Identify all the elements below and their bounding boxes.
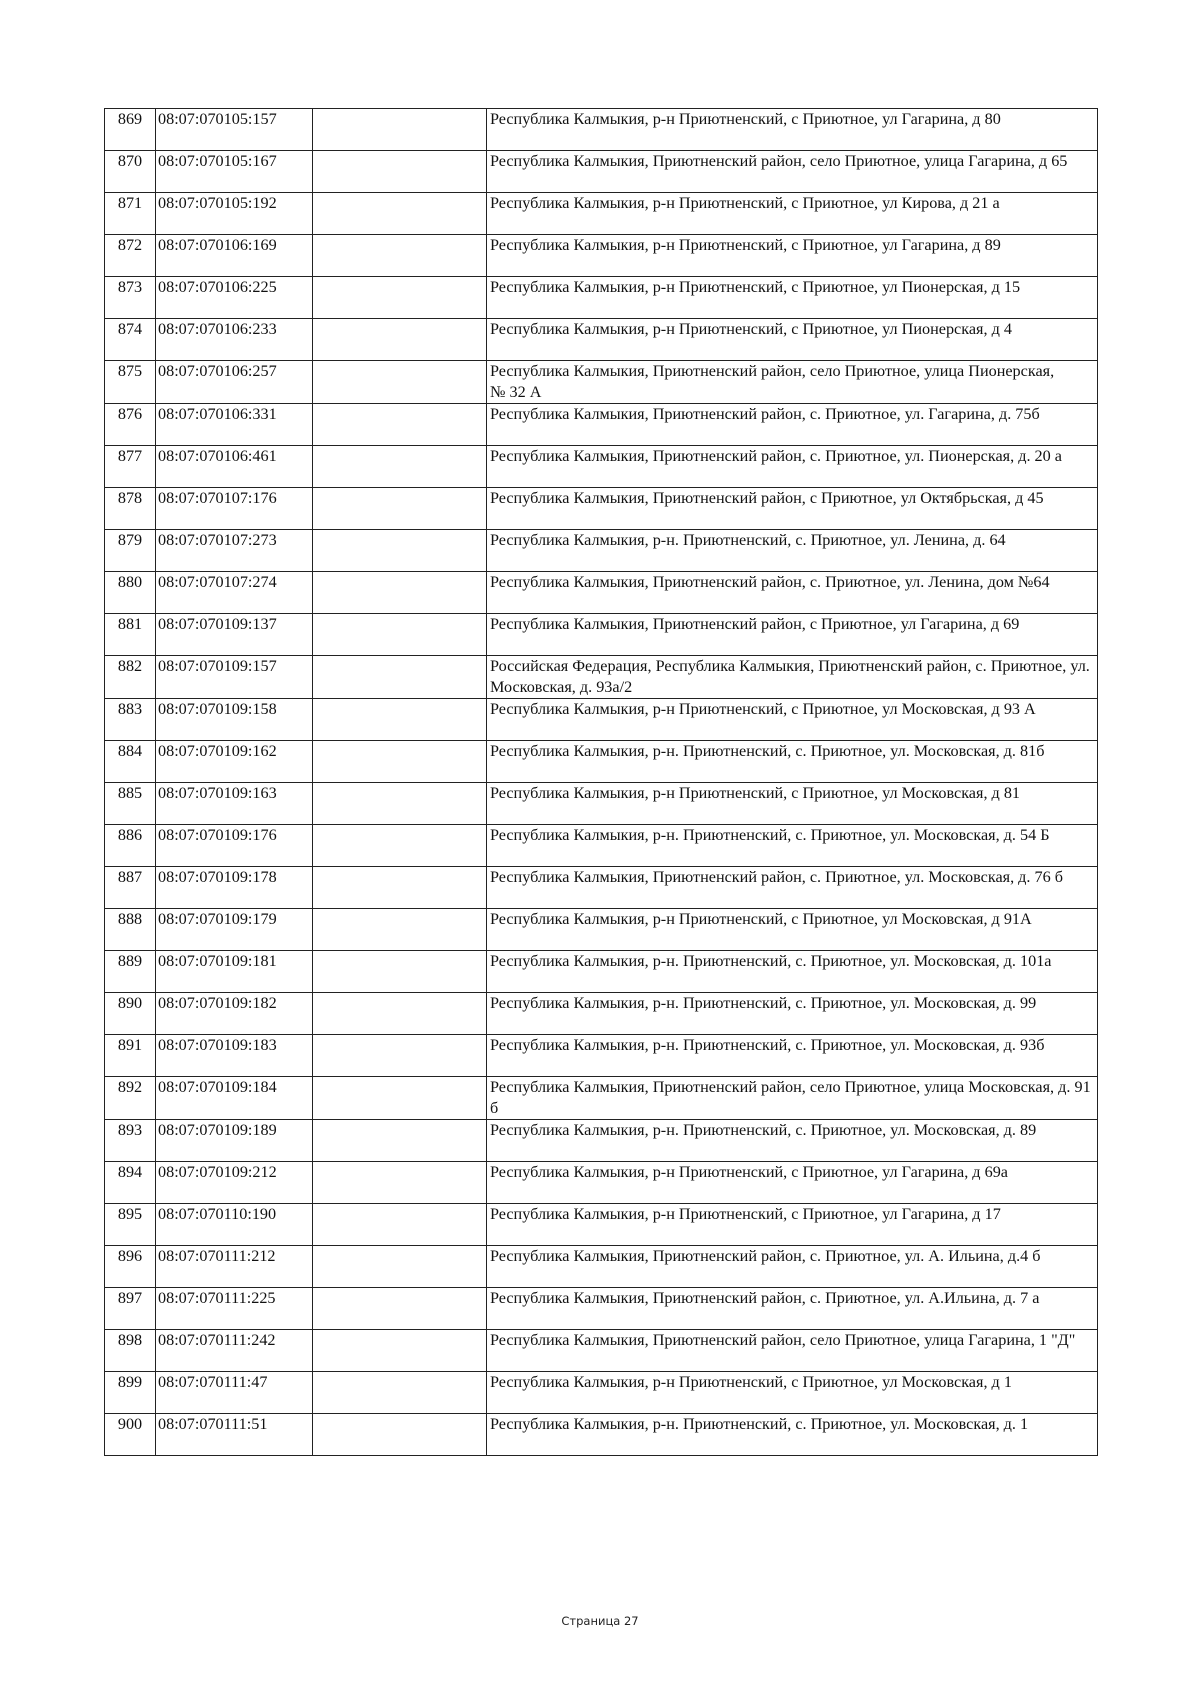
table-row <box>105 614 1098 656</box>
cadastral-number-cell: 08:07:070109:182 <box>156 993 313 1035</box>
address-cell: Республика Калмыкия, р-н. Приютненский, с. Приютное, ул. Московская, д. 54 Б <box>487 825 1098 867</box>
row-number-cell: 898 <box>105 1330 156 1372</box>
cadastral-number-cell: 08:07:070105:157 <box>156 109 313 151</box>
address-cell: Республика Калмыкия, Приютненский район, с. Приютное, ул. А. Ильина, д.4 б <box>487 1246 1098 1288</box>
empty-cell <box>313 488 487 530</box>
empty-cell <box>313 825 487 867</box>
address-cell: Республика Калмыкия, Приютненский район, с. Приютное, ул. Ленина, дом №64 <box>487 572 1098 614</box>
table-row <box>105 277 1098 319</box>
row-number-cell: 872 <box>105 235 156 277</box>
registry-table-body <box>105 109 1098 1456</box>
address-cell: Республика Калмыкия, р-н Приютненский, с Приютное, ул Кирова, д 21 а <box>487 193 1098 235</box>
address-cell: Республика Калмыкия, Приютненский район, с. Приютное, ул. Московская, д. 76 б <box>487 867 1098 909</box>
empty-cell <box>313 1204 487 1246</box>
row-number-cell: 896 <box>105 1246 156 1288</box>
row-number-cell: 900 <box>105 1414 156 1456</box>
table-row <box>105 1120 1098 1162</box>
row-number-cell: 885 <box>105 783 156 825</box>
cadastral-number-cell: 08:07:070106:225 <box>156 277 313 319</box>
address-cell: Республика Калмыкия, р-н Приютненский, с Приютное, ул Пионерская, д 4 <box>487 319 1098 361</box>
table-row <box>105 1204 1098 1246</box>
cadastral-number-cell: 08:07:070110:190 <box>156 1204 313 1246</box>
cadastral-number-cell: 08:07:070109:162 <box>156 741 313 783</box>
table-row <box>105 993 1098 1035</box>
table-row <box>105 446 1098 488</box>
address-cell: Республика Калмыкия, р-н Приютненский, с Приютное, ул Московская, д 1 <box>487 1372 1098 1414</box>
address-cell: Республика Калмыкия, р-н Приютненский, с Приютное, ул Гагарина, д 69а <box>487 1162 1098 1204</box>
row-number-cell: 878 <box>105 488 156 530</box>
empty-cell <box>313 993 487 1035</box>
cadastral-number-cell: 08:07:070109:183 <box>156 1035 313 1077</box>
cadastral-number-cell: 08:07:070109:181 <box>156 951 313 993</box>
table-row <box>105 1414 1098 1456</box>
empty-cell <box>313 614 487 656</box>
table-row <box>105 699 1098 741</box>
row-number-cell: 875 <box>105 361 156 404</box>
cadastral-number-cell: 08:07:070109:179 <box>156 909 313 951</box>
address-cell: Республика Калмыкия, р-н. Приютненский, с. Приютное, ул. Ленина, д. 64 <box>487 530 1098 572</box>
row-number-cell: 871 <box>105 193 156 235</box>
empty-cell <box>313 572 487 614</box>
page-number: Страница 27 <box>561 1614 639 1628</box>
cadastral-number-cell: 08:07:070109:189 <box>156 1120 313 1162</box>
address-cell: Республика Калмыкия, Приютненский район, село Приютное, улица Гагарина, д 65 <box>487 151 1098 193</box>
cadastral-number-cell: 08:07:070105:192 <box>156 193 313 235</box>
address-cell: Республика Калмыкия, р-н. Приютненский, с. Приютное, ул. Московская, д. 1 <box>487 1414 1098 1456</box>
address-cell: Республика Калмыкия, р-н Приютненский, с Приютное, ул Гагарина, д 89 <box>487 235 1098 277</box>
empty-cell <box>313 530 487 572</box>
row-number-cell: 873 <box>105 277 156 319</box>
cadastral-number-cell: 08:07:070111:242 <box>156 1330 313 1372</box>
cadastral-number-cell: 08:07:070109:157 <box>156 656 313 699</box>
table-row <box>105 1077 1098 1120</box>
row-number-cell: 887 <box>105 867 156 909</box>
table-row <box>105 1372 1098 1414</box>
empty-cell <box>313 1372 487 1414</box>
address-cell: Республика Калмыкия, р-н. Приютненский, с. Приютное, ул. Московская, д. 101а <box>487 951 1098 993</box>
address-cell: Республика Калмыкия, Приютненский район, село Приютное, улица Гагарина, 1 "Д" <box>487 1330 1098 1372</box>
empty-cell <box>313 1288 487 1330</box>
address-cell: Республика Калмыкия, Приютненский район, с Приютное, ул Гагарина, д 69 <box>487 614 1098 656</box>
cadastral-number-cell: 08:07:070106:461 <box>156 446 313 488</box>
empty-cell <box>313 1330 487 1372</box>
cadastral-number-cell: 08:07:070107:274 <box>156 572 313 614</box>
address-cell: Республика Калмыкия, р-н. Приютненский, с. Приютное, ул. Московская, д. 99 <box>487 993 1098 1035</box>
empty-cell <box>313 446 487 488</box>
table-row <box>105 530 1098 572</box>
cadastral-number-cell: 08:07:070111:47 <box>156 1372 313 1414</box>
empty-cell <box>313 361 487 404</box>
address-cell: Республика Калмыкия, р-н Приютненский, с Приютное, ул Гагарина, д 17 <box>487 1204 1098 1246</box>
cadastral-number-cell: 08:07:070109:137 <box>156 614 313 656</box>
row-number-cell: 883 <box>105 699 156 741</box>
table-row <box>105 867 1098 909</box>
cadastral-number-cell: 08:07:070106:257 <box>156 361 313 404</box>
row-number-cell: 879 <box>105 530 156 572</box>
empty-cell <box>313 319 487 361</box>
address-cell: Республика Калмыкия, р-н Приютненский, с Приютное, ул Московская, д 91А <box>487 909 1098 951</box>
empty-cell <box>313 277 487 319</box>
row-number-cell: 893 <box>105 1120 156 1162</box>
cadastral-number-cell: 08:07:070111:225 <box>156 1288 313 1330</box>
empty-cell <box>313 235 487 277</box>
address-cell: Республика Калмыкия, Приютненский район, село Приютное, улица Московская, д. 91 б <box>487 1077 1098 1120</box>
address-cell: Республика Калмыкия, р-н. Приютненский, с. Приютное, ул. Московская, д. 81б <box>487 741 1098 783</box>
row-number-cell: 884 <box>105 741 156 783</box>
cadastral-number-cell: 08:07:070109:212 <box>156 1162 313 1204</box>
table-row <box>105 193 1098 235</box>
address-cell: Республика Калмыкия, р-н Приютненский, с Приютное, ул Московская, д 81 <box>487 783 1098 825</box>
cadastral-number-cell: 08:07:070109:176 <box>156 825 313 867</box>
land-registry-table <box>104 108 1098 1456</box>
address-cell: Республика Калмыкия, р-н Приютненский, с Приютное, ул Гагарина, д 80 <box>487 109 1098 151</box>
empty-cell <box>313 193 487 235</box>
row-number-cell: 895 <box>105 1204 156 1246</box>
table-row <box>105 1246 1098 1288</box>
row-number-cell: 888 <box>105 909 156 951</box>
address-cell: Республика Калмыкия, р-н. Приютненский, с. Приютное, ул. Московская, д. 93б <box>487 1035 1098 1077</box>
table-row <box>105 1288 1098 1330</box>
row-number-cell: 897 <box>105 1288 156 1330</box>
table-row <box>105 783 1098 825</box>
table-row <box>105 319 1098 361</box>
row-number-cell: 880 <box>105 572 156 614</box>
empty-cell <box>313 656 487 699</box>
address-cell: Республика Калмыкия, р-н Приютненский, с Приютное, ул Московская, д 93 А <box>487 699 1098 741</box>
cadastral-number-cell: 08:07:070109:184 <box>156 1077 313 1120</box>
empty-cell <box>313 109 487 151</box>
address-cell: Республика Калмыкия, Приютненский район, с. Приютное, ул. Гагарина, д. 75б <box>487 404 1098 446</box>
address-cell: Республика Калмыкия, Приютненский район, с Приютное, ул Октябрьская, д 45 <box>487 488 1098 530</box>
row-number-cell: 881 <box>105 614 156 656</box>
row-number-cell: 870 <box>105 151 156 193</box>
row-number-cell: 876 <box>105 404 156 446</box>
cadastral-number-cell: 08:07:070106:233 <box>156 319 313 361</box>
table-row <box>105 909 1098 951</box>
row-number-cell: 869 <box>105 109 156 151</box>
table-row <box>105 825 1098 867</box>
table-row <box>105 361 1098 404</box>
empty-cell <box>313 1414 487 1456</box>
cadastral-number-cell: 08:07:070111:212 <box>156 1246 313 1288</box>
row-number-cell: 882 <box>105 656 156 699</box>
table-row <box>105 235 1098 277</box>
empty-cell <box>313 1162 487 1204</box>
address-cell: Республика Калмыкия, Приютненский район, с. Приютное, ул. А.Ильина, д. 7 а <box>487 1288 1098 1330</box>
cadastral-number-cell: 08:07:070109:158 <box>156 699 313 741</box>
row-number-cell: 889 <box>105 951 156 993</box>
empty-cell <box>313 1246 487 1288</box>
cadastral-number-cell: 08:07:070111:51 <box>156 1414 313 1456</box>
row-number-cell: 891 <box>105 1035 156 1077</box>
row-number-cell: 890 <box>105 993 156 1035</box>
empty-cell <box>313 867 487 909</box>
address-cell: Российская Федерация, Республика Калмыкия, Приютненский район, с. Приютное, ул. Московская, д. 93а/2 <box>487 656 1098 699</box>
empty-cell <box>313 909 487 951</box>
table-row <box>105 572 1098 614</box>
table-row <box>105 741 1098 783</box>
cadastral-number-cell: 08:07:070107:273 <box>156 530 313 572</box>
address-cell: Республика Калмыкия, Приютненский район, с. Приютное, ул. Пионерская, д. 20 а <box>487 446 1098 488</box>
row-number-cell: 877 <box>105 446 156 488</box>
cadastral-number-cell: 08:07:070106:169 <box>156 235 313 277</box>
table-row <box>105 488 1098 530</box>
row-number-cell: 894 <box>105 1162 156 1204</box>
row-number-cell: 899 <box>105 1372 156 1414</box>
table-row <box>105 1162 1098 1204</box>
cadastral-number-cell: 08:07:070107:176 <box>156 488 313 530</box>
empty-cell <box>313 151 487 193</box>
empty-cell <box>313 404 487 446</box>
table-row <box>105 656 1098 699</box>
cadastral-number-cell: 08:07:070109:163 <box>156 783 313 825</box>
empty-cell <box>313 1077 487 1120</box>
table-row <box>105 404 1098 446</box>
empty-cell <box>313 1035 487 1077</box>
table-row <box>105 1330 1098 1372</box>
empty-cell <box>313 1120 487 1162</box>
empty-cell <box>313 699 487 741</box>
address-cell: Республика Калмыкия, р-н Приютненский, с Приютное, ул Пионерская, д 15 <box>487 277 1098 319</box>
empty-cell <box>313 951 487 993</box>
table-row <box>105 109 1098 151</box>
address-cell: Республика Калмыкия, р-н. Приютненский, с. Приютное, ул. Московская, д. 89 <box>487 1120 1098 1162</box>
table-row <box>105 151 1098 193</box>
cadastral-number-cell: 08:07:070109:178 <box>156 867 313 909</box>
row-number-cell: 874 <box>105 319 156 361</box>
table-row <box>105 1035 1098 1077</box>
table-row <box>105 951 1098 993</box>
empty-cell <box>313 783 487 825</box>
row-number-cell: 892 <box>105 1077 156 1120</box>
row-number-cell: 886 <box>105 825 156 867</box>
empty-cell <box>313 741 487 783</box>
cadastral-number-cell: 08:07:070105:167 <box>156 151 313 193</box>
cadastral-number-cell: 08:07:070106:331 <box>156 404 313 446</box>
address-cell: Республика Калмыкия, Приютненский район, село Приютное, улица Пионерская, № 32 А <box>487 361 1098 404</box>
